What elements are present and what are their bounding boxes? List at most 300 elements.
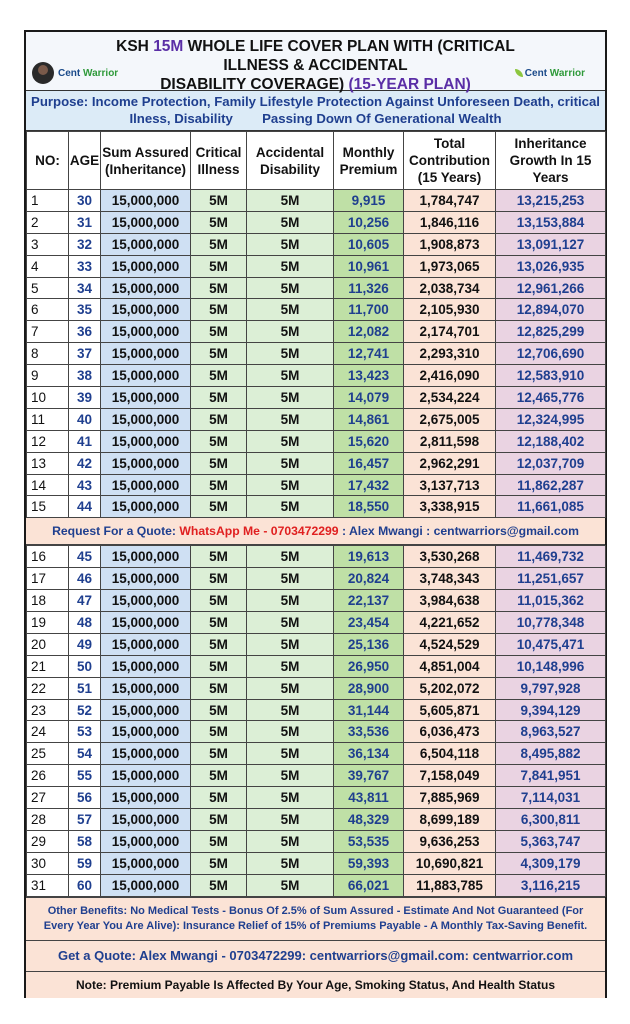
monthly-premium-cell: 20,824 xyxy=(334,568,404,590)
table-row xyxy=(27,699,606,721)
age-cell: 39 xyxy=(69,387,101,409)
accidental-disability-cell: 5M xyxy=(247,633,334,655)
sum-assured-cell: 15,000,000 xyxy=(101,255,191,277)
table-row xyxy=(27,321,606,343)
accidental-disability-cell: 5M xyxy=(247,852,334,874)
monthly-premium-cell: 19,613 xyxy=(334,546,404,568)
critical-illness-cell: 5M xyxy=(191,343,247,365)
age-cell: 54 xyxy=(69,743,101,765)
table-row xyxy=(27,830,606,852)
table-row xyxy=(27,765,606,787)
row-number: 27 xyxy=(27,787,69,809)
inheritance-growth-cell: 10,475,471 xyxy=(496,633,606,655)
inheritance-growth-cell: 11,469,732 xyxy=(496,546,606,568)
row-number: 23 xyxy=(27,699,69,721)
sum-assured-cell: 15,000,000 xyxy=(101,590,191,612)
accidental-disability-cell: 5M xyxy=(247,211,334,233)
age-cell: 60 xyxy=(69,874,101,896)
sum-assured-cell: 15,000,000 xyxy=(101,321,191,343)
monthly-premium-cell: 18,550 xyxy=(334,496,404,518)
critical-illness-cell: 5M xyxy=(191,408,247,430)
row-number: 25 xyxy=(27,743,69,765)
accidental-disability-cell: 5M xyxy=(247,655,334,677)
table-row xyxy=(27,874,606,896)
sum-assured-cell: 15,000,000 xyxy=(101,721,191,743)
inheritance-growth-cell: 4,309,179 xyxy=(496,852,606,874)
sum-assured-cell: 15,000,000 xyxy=(101,655,191,677)
age-cell: 53 xyxy=(69,721,101,743)
table-row xyxy=(27,590,606,612)
monthly-premium-cell: 10,605 xyxy=(334,233,404,255)
sum-assured-cell: 15,000,000 xyxy=(101,830,191,852)
total-contribution-cell: 2,534,224 xyxy=(404,387,496,409)
total-contribution-cell: 4,221,652 xyxy=(404,612,496,634)
monthly-premium-cell: 59,393 xyxy=(334,852,404,874)
table-row xyxy=(27,546,606,568)
age-cell: 47 xyxy=(69,590,101,612)
accidental-disability-cell: 5M xyxy=(247,321,334,343)
sum-assured-cell: 15,000,000 xyxy=(101,568,191,590)
accidental-disability-cell: 5M xyxy=(247,874,334,896)
inheritance-growth-cell: 11,661,085 xyxy=(496,496,606,518)
critical-illness-cell: 5M xyxy=(191,233,247,255)
total-contribution-cell: 2,811,598 xyxy=(404,430,496,452)
accidental-disability-cell: 5M xyxy=(247,233,334,255)
critical-illness-cell: 5M xyxy=(191,365,247,387)
accidental-disability-cell: 5M xyxy=(247,343,334,365)
table-row xyxy=(27,474,606,496)
row-number: 9 xyxy=(27,365,69,387)
inheritance-growth-cell: 11,251,657 xyxy=(496,568,606,590)
inheritance-growth-cell: 11,862,287 xyxy=(496,474,606,496)
table-row xyxy=(27,365,606,387)
sum-assured-cell: 15,000,000 xyxy=(101,677,191,699)
monthly-premium-cell: 22,137 xyxy=(334,590,404,612)
inheritance-growth-cell: 7,841,951 xyxy=(496,765,606,787)
sum-assured-cell: 15,000,000 xyxy=(101,277,191,299)
age-cell: 45 xyxy=(69,546,101,568)
inheritance-growth-cell: 13,026,935 xyxy=(496,255,606,277)
row-number: 19 xyxy=(27,612,69,634)
accidental-disability-cell: 5M xyxy=(247,190,334,212)
table-row xyxy=(27,452,606,474)
leaf-icon xyxy=(515,69,523,77)
sum-assured-cell: 15,000,000 xyxy=(101,365,191,387)
critical-illness-cell: 5M xyxy=(191,765,247,787)
monthly-premium-cell: 11,326 xyxy=(334,277,404,299)
row-number: 24 xyxy=(27,721,69,743)
age-cell: 56 xyxy=(69,787,101,809)
total-contribution-cell: 8,699,189 xyxy=(404,809,496,831)
row-number: 12 xyxy=(27,430,69,452)
inheritance-growth-cell: 6,300,811 xyxy=(496,809,606,831)
accidental-disability-cell: 5M xyxy=(247,430,334,452)
accidental-disability-cell: 5M xyxy=(247,612,334,634)
inheritance-growth-cell: 10,778,348 xyxy=(496,612,606,634)
critical-illness-cell: 5M xyxy=(191,211,247,233)
age-cell: 30 xyxy=(69,190,101,212)
inheritance-growth-cell: 12,894,070 xyxy=(496,299,606,321)
critical-illness-cell: 5M xyxy=(191,496,247,518)
table-row xyxy=(27,299,606,321)
inheritance-growth-cell: 13,153,884 xyxy=(496,211,606,233)
total-contribution-cell: 1,973,065 xyxy=(404,255,496,277)
critical-illness-cell: 5M xyxy=(191,633,247,655)
row-number: 16 xyxy=(27,546,69,568)
total-contribution-cell: 3,530,268 xyxy=(404,546,496,568)
inheritance-growth-cell: 12,324,995 xyxy=(496,408,606,430)
inheritance-growth-cell: 12,583,910 xyxy=(496,365,606,387)
sum-assured-cell: 15,000,000 xyxy=(101,430,191,452)
row-number: 1 xyxy=(27,190,69,212)
row-number: 28 xyxy=(27,809,69,831)
table-row xyxy=(27,809,606,831)
note-line: Note: Premium Payable Is Affected By Your Age, Smoking Status, And Health Status xyxy=(26,971,605,998)
total-contribution-cell: 2,675,005 xyxy=(404,408,496,430)
row-number: 29 xyxy=(27,830,69,852)
monthly-premium-cell: 23,454 xyxy=(334,612,404,634)
accidental-disability-cell: 5M xyxy=(247,787,334,809)
inheritance-growth-cell: 12,961,266 xyxy=(496,277,606,299)
table-row xyxy=(27,233,606,255)
monthly-premium-cell: 28,900 xyxy=(334,677,404,699)
age-cell: 43 xyxy=(69,474,101,496)
sum-assured-cell: 15,000,000 xyxy=(101,387,191,409)
age-cell: 36 xyxy=(69,321,101,343)
critical-illness-cell: 5M xyxy=(191,655,247,677)
sum-assured-cell: 15,000,000 xyxy=(101,474,191,496)
monthly-premium-cell: 31,144 xyxy=(334,699,404,721)
age-cell: 58 xyxy=(69,830,101,852)
table-row xyxy=(27,190,606,212)
monthly-premium-cell: 10,961 xyxy=(334,255,404,277)
accidental-disability-cell: 5M xyxy=(247,590,334,612)
critical-illness-cell: 5M xyxy=(191,321,247,343)
accidental-disability-cell: 5M xyxy=(247,765,334,787)
monthly-premium-cell: 16,457 xyxy=(334,452,404,474)
accidental-disability-cell: 5M xyxy=(247,365,334,387)
accidental-disability-cell: 5M xyxy=(247,277,334,299)
other-benefits: Other Benefits: No Medical Tests - Bonus Of 2.5% of Sum Assured - Estimate And Not Guaranteed (For Every Year You Are Alive): Insurance Relief of 15% of Premiums Payable - A Monthly Tax-Saving Benefit. xyxy=(26,897,605,940)
purpose-statement: Purpose: Income Protection, Family Lifestyle Protection Against Unforeseen Death, critical Ilness, Disability Passing Down Of Generational Wealth xyxy=(26,91,605,131)
inheritance-growth-cell: 12,465,776 xyxy=(496,387,606,409)
critical-illness-cell: 5M xyxy=(191,474,247,496)
row-number: 11 xyxy=(27,408,69,430)
monthly-premium-cell: 26,950 xyxy=(334,655,404,677)
col-header-inheritance-growth: Inheritance Growth In 15 Years xyxy=(496,132,606,190)
age-cell: 37 xyxy=(69,343,101,365)
row-number: 8 xyxy=(27,343,69,365)
age-cell: 52 xyxy=(69,699,101,721)
monthly-premium-cell: 14,861 xyxy=(334,408,404,430)
row-number: 22 xyxy=(27,677,69,699)
age-cell: 46 xyxy=(69,568,101,590)
row-number: 5 xyxy=(27,277,69,299)
age-cell: 33 xyxy=(69,255,101,277)
table-row xyxy=(27,721,606,743)
table-row xyxy=(27,655,606,677)
inheritance-growth-cell: 9,797,928 xyxy=(496,677,606,699)
table-row xyxy=(27,211,606,233)
sum-assured-cell: 15,000,000 xyxy=(101,765,191,787)
title-box xyxy=(26,32,605,91)
row-number: 3 xyxy=(27,233,69,255)
total-contribution-cell: 7,885,969 xyxy=(404,787,496,809)
age-cell: 49 xyxy=(69,633,101,655)
row-number: 7 xyxy=(27,321,69,343)
sum-assured-cell: 15,000,000 xyxy=(101,852,191,874)
table-row xyxy=(27,743,606,765)
critical-illness-cell: 5M xyxy=(191,546,247,568)
row-number: 13 xyxy=(27,452,69,474)
total-contribution-cell: 3,984,638 xyxy=(404,590,496,612)
critical-illness-cell: 5M xyxy=(191,699,247,721)
total-contribution-cell: 3,137,713 xyxy=(404,474,496,496)
total-contribution-cell: 2,962,291 xyxy=(404,452,496,474)
monthly-premium-cell: 48,329 xyxy=(334,809,404,831)
inheritance-growth-cell: 12,825,299 xyxy=(496,321,606,343)
critical-illness-cell: 5M xyxy=(191,430,247,452)
col-header-sum-assured: Sum Assured (Inheritance) xyxy=(101,132,191,190)
sum-assured-cell: 15,000,000 xyxy=(101,190,191,212)
inheritance-growth-cell: 5,363,747 xyxy=(496,830,606,852)
monthly-premium-cell: 10,256 xyxy=(334,211,404,233)
age-cell: 41 xyxy=(69,430,101,452)
table-row xyxy=(27,612,606,634)
age-cell: 31 xyxy=(69,211,101,233)
table-row xyxy=(27,568,606,590)
accidental-disability-cell: 5M xyxy=(247,568,334,590)
total-contribution-cell: 11,883,785 xyxy=(404,874,496,896)
table-row xyxy=(27,387,606,409)
accidental-disability-cell: 5M xyxy=(247,743,334,765)
table-row xyxy=(27,343,606,365)
accidental-disability-cell: 5M xyxy=(247,546,334,568)
table-row xyxy=(27,408,606,430)
age-cell: 32 xyxy=(69,233,101,255)
sum-assured-cell: 15,000,000 xyxy=(101,452,191,474)
sum-assured-cell: 15,000,000 xyxy=(101,233,191,255)
row-number: 6 xyxy=(27,299,69,321)
sum-assured-cell: 15,000,000 xyxy=(101,299,191,321)
accidental-disability-cell: 5M xyxy=(247,255,334,277)
row-number: 17 xyxy=(27,568,69,590)
inheritance-growth-cell: 13,215,253 xyxy=(496,190,606,212)
accidental-disability-cell: 5M xyxy=(247,408,334,430)
inheritance-growth-cell: 10,148,996 xyxy=(496,655,606,677)
critical-illness-cell: 5M xyxy=(191,677,247,699)
col-header-no: NO: xyxy=(27,132,69,190)
accidental-disability-cell: 5M xyxy=(247,452,334,474)
age-cell: 44 xyxy=(69,496,101,518)
avatar xyxy=(32,62,54,84)
col-header-accidental-disability: Accidental Disability xyxy=(247,132,334,190)
inheritance-growth-cell: 3,116,215 xyxy=(496,874,606,896)
logo-text-left: Cent Warrior xyxy=(58,67,119,79)
critical-illness-cell: 5M xyxy=(191,387,247,409)
age-cell: 57 xyxy=(69,809,101,831)
critical-illness-cell: 5M xyxy=(191,255,247,277)
table-row xyxy=(27,255,606,277)
sum-assured-cell: 15,000,000 xyxy=(101,699,191,721)
age-cell: 35 xyxy=(69,299,101,321)
total-contribution-cell: 2,174,701 xyxy=(404,321,496,343)
inheritance-growth-cell: 9,394,129 xyxy=(496,699,606,721)
critical-illness-cell: 5M xyxy=(191,590,247,612)
monthly-premium-cell: 17,432 xyxy=(334,474,404,496)
total-contribution-cell: 1,846,116 xyxy=(404,211,496,233)
total-contribution-cell: 9,636,253 xyxy=(404,830,496,852)
row-number: 15 xyxy=(27,496,69,518)
logo-right: Cent Warrior xyxy=(515,68,585,79)
page-title: KSH 15M WHOLE LIFE COVER PLAN WITH (CRITICAL ILLNESS & ACCIDENTAL DISABILITY COVERAGE) (15-YEAR PLAN) xyxy=(116,38,515,93)
monthly-premium-cell: 36,134 xyxy=(334,743,404,765)
age-cell: 51 xyxy=(69,677,101,699)
accidental-disability-cell: 5M xyxy=(247,496,334,518)
row-number: 4 xyxy=(27,255,69,277)
total-contribution-cell: 2,105,930 xyxy=(404,299,496,321)
monthly-premium-cell: 9,915 xyxy=(334,190,404,212)
row-number: 10 xyxy=(27,387,69,409)
monthly-premium-cell: 25,136 xyxy=(334,633,404,655)
total-contribution-cell: 6,036,473 xyxy=(404,721,496,743)
total-contribution-cell: 1,784,747 xyxy=(404,190,496,212)
sum-assured-cell: 15,000,000 xyxy=(101,408,191,430)
critical-illness-cell: 5M xyxy=(191,277,247,299)
premium-table-b xyxy=(26,545,606,896)
critical-illness-cell: 5M xyxy=(191,452,247,474)
inheritance-growth-cell: 11,015,362 xyxy=(496,590,606,612)
table-row xyxy=(27,277,606,299)
monthly-premium-cell: 39,767 xyxy=(334,765,404,787)
monthly-premium-cell: 43,811 xyxy=(334,787,404,809)
accidental-disability-cell: 5M xyxy=(247,474,334,496)
total-contribution-cell: 7,158,049 xyxy=(404,765,496,787)
total-contribution-cell: 2,416,090 xyxy=(404,365,496,387)
sum-assured-cell: 15,000,000 xyxy=(101,211,191,233)
table-row xyxy=(27,633,606,655)
monthly-premium-cell: 12,741 xyxy=(334,343,404,365)
get-quote-line: Get a Quote: Alex Mwangi - 0703472299: centwarriors@gmail.com: centwarrior.com xyxy=(26,940,605,971)
inheritance-growth-cell: 8,495,882 xyxy=(496,743,606,765)
monthly-premium-cell: 33,536 xyxy=(334,721,404,743)
plan-sheet xyxy=(24,30,607,998)
total-contribution-cell: 2,038,734 xyxy=(404,277,496,299)
col-header-monthly-premium: Monthly Premium xyxy=(334,132,404,190)
monthly-premium-cell: 53,535 xyxy=(334,830,404,852)
sum-assured-cell: 15,000,000 xyxy=(101,496,191,518)
table-row xyxy=(27,430,606,452)
table-row xyxy=(27,496,606,518)
critical-illness-cell: 5M xyxy=(191,299,247,321)
monthly-premium-cell: 12,082 xyxy=(334,321,404,343)
quote-request-banner: Request For a Quote: WhatsApp Me - 0703472299 : Alex Mwangi : centwarriors@gmail.com xyxy=(26,518,605,545)
row-number: 21 xyxy=(27,655,69,677)
sum-assured-cell: 15,000,000 xyxy=(101,809,191,831)
total-contribution-cell: 5,605,871 xyxy=(404,699,496,721)
sum-assured-cell: 15,000,000 xyxy=(101,874,191,896)
sum-assured-cell: 15,000,000 xyxy=(101,743,191,765)
row-number: 30 xyxy=(27,852,69,874)
col-header-critical-illness: Critical Illness xyxy=(191,132,247,190)
col-header-age: AGE xyxy=(69,132,101,190)
accidental-disability-cell: 5M xyxy=(247,809,334,831)
table-row xyxy=(27,787,606,809)
inheritance-growth-cell: 8,963,527 xyxy=(496,721,606,743)
inheritance-growth-cell: 13,091,127 xyxy=(496,233,606,255)
accidental-disability-cell: 5M xyxy=(247,830,334,852)
monthly-premium-cell: 66,021 xyxy=(334,874,404,896)
row-number: 26 xyxy=(27,765,69,787)
age-cell: 59 xyxy=(69,852,101,874)
row-number: 2 xyxy=(27,211,69,233)
age-cell: 38 xyxy=(69,365,101,387)
col-header-total-contribution: Total Contribution (15 Years) xyxy=(404,132,496,190)
inheritance-growth-cell: 12,188,402 xyxy=(496,430,606,452)
inheritance-growth-cell: 12,037,709 xyxy=(496,452,606,474)
age-cell: 42 xyxy=(69,452,101,474)
sum-assured-cell: 15,000,000 xyxy=(101,343,191,365)
monthly-premium-cell: 15,620 xyxy=(334,430,404,452)
total-contribution-cell: 3,748,343 xyxy=(404,568,496,590)
age-cell: 48 xyxy=(69,612,101,634)
age-cell: 50 xyxy=(69,655,101,677)
row-number: 14 xyxy=(27,474,69,496)
sum-assured-cell: 15,000,000 xyxy=(101,787,191,809)
age-cell: 40 xyxy=(69,408,101,430)
critical-illness-cell: 5M xyxy=(191,568,247,590)
table-row xyxy=(27,677,606,699)
sum-assured-cell: 15,000,000 xyxy=(101,633,191,655)
critical-illness-cell: 5M xyxy=(191,612,247,634)
table-row xyxy=(27,852,606,874)
critical-illness-cell: 5M xyxy=(191,852,247,874)
critical-illness-cell: 5M xyxy=(191,874,247,896)
total-contribution-cell: 1,908,873 xyxy=(404,233,496,255)
total-contribution-cell: 10,690,821 xyxy=(404,852,496,874)
critical-illness-cell: 5M xyxy=(191,190,247,212)
critical-illness-cell: 5M xyxy=(191,743,247,765)
accidental-disability-cell: 5M xyxy=(247,299,334,321)
total-contribution-cell: 6,504,118 xyxy=(404,743,496,765)
sum-assured-cell: 15,000,000 xyxy=(101,612,191,634)
row-number: 20 xyxy=(27,633,69,655)
row-number: 18 xyxy=(27,590,69,612)
sum-assured-cell: 15,000,000 xyxy=(101,546,191,568)
total-contribution-cell: 4,851,004 xyxy=(404,655,496,677)
critical-illness-cell: 5M xyxy=(191,721,247,743)
accidental-disability-cell: 5M xyxy=(247,677,334,699)
premium-table-a xyxy=(26,131,606,518)
total-contribution-cell: 2,293,310 xyxy=(404,343,496,365)
monthly-premium-cell: 14,079 xyxy=(334,387,404,409)
accidental-disability-cell: 5M xyxy=(247,387,334,409)
total-contribution-cell: 4,524,529 xyxy=(404,633,496,655)
total-contribution-cell: 5,202,072 xyxy=(404,677,496,699)
monthly-premium-cell: 13,423 xyxy=(334,365,404,387)
age-cell: 55 xyxy=(69,765,101,787)
monthly-premium-cell: 11,700 xyxy=(334,299,404,321)
critical-illness-cell: 5M xyxy=(191,809,247,831)
age-cell: 34 xyxy=(69,277,101,299)
total-contribution-cell: 3,338,915 xyxy=(404,496,496,518)
critical-illness-cell: 5M xyxy=(191,787,247,809)
critical-illness-cell: 5M xyxy=(191,830,247,852)
inheritance-growth-cell: 7,114,031 xyxy=(496,787,606,809)
accidental-disability-cell: 5M xyxy=(247,699,334,721)
row-number: 31 xyxy=(27,874,69,896)
inheritance-growth-cell: 12,706,690 xyxy=(496,343,606,365)
